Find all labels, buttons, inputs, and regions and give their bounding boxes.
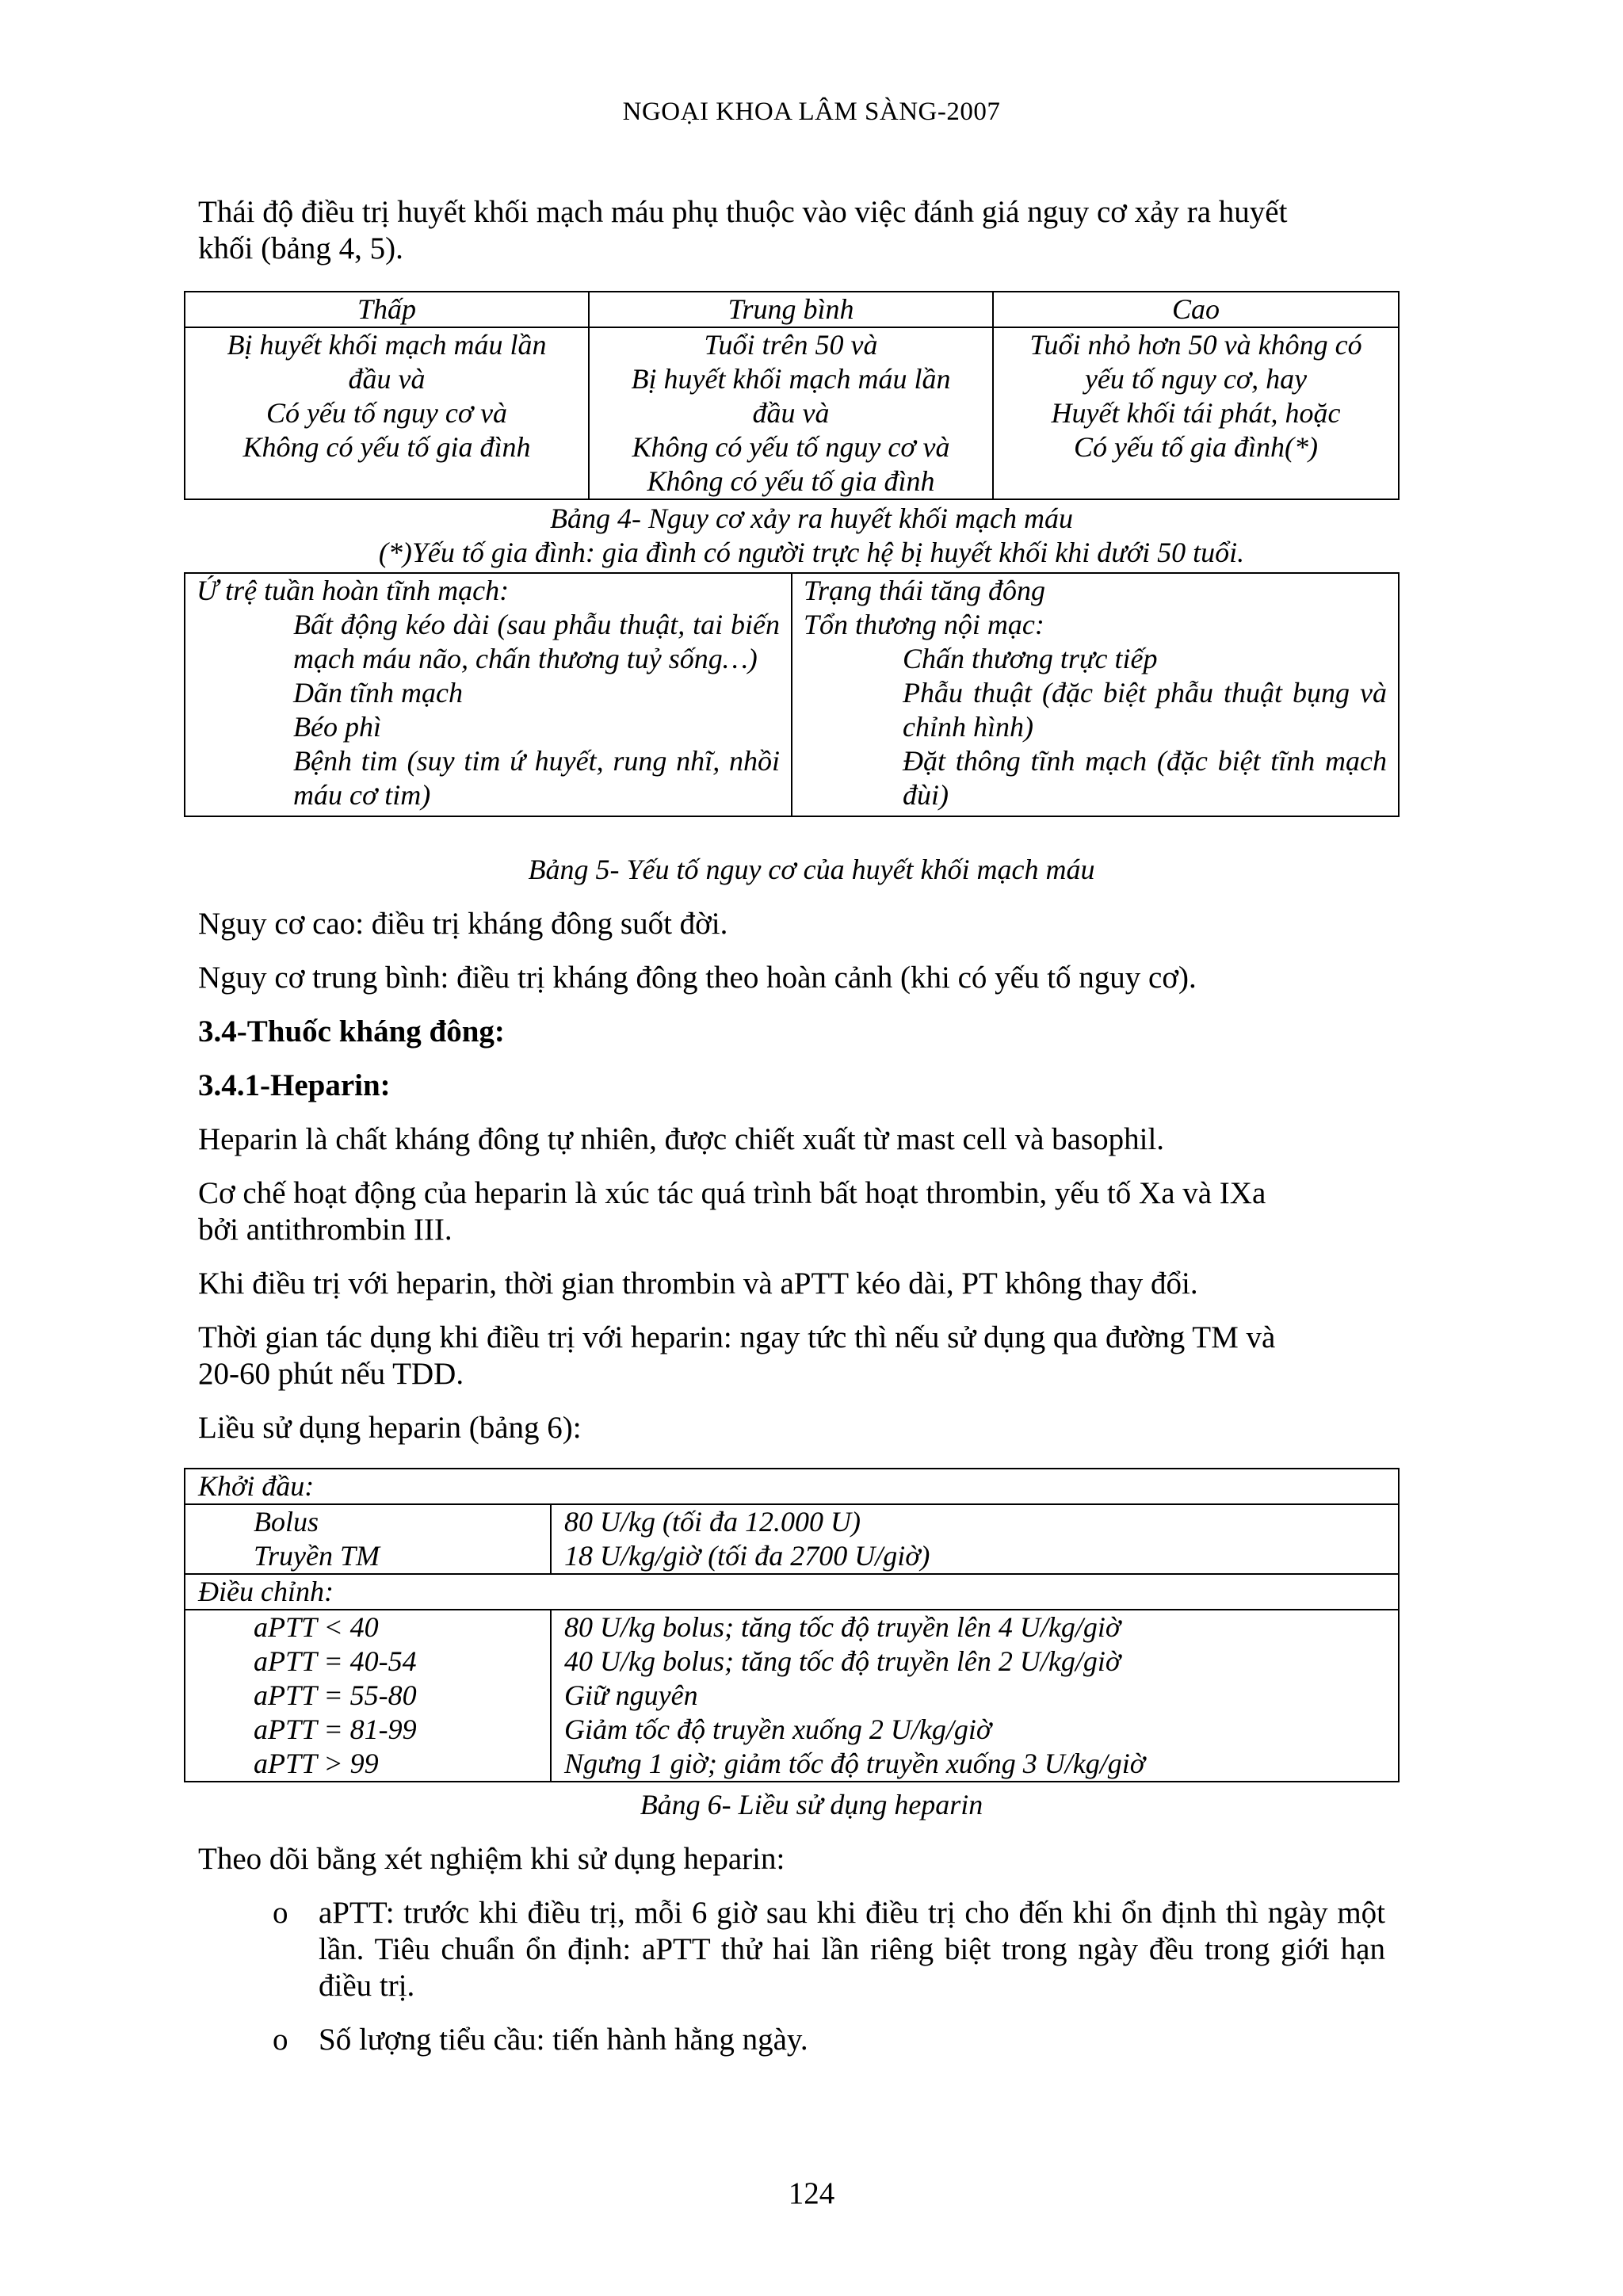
table4-note: (*)Yếu tố gia đình: gia đình có người trực hệ bị huyết khối khi dưới 50 tuổi.: [378, 537, 1245, 568]
t4-cell-low: [185, 327, 589, 499]
t4-low-line: Không có yếu tố gia đình: [242, 431, 531, 463]
para-line: Thời gian tác dụng khi điều trị với heparin: ngay tức thì nếu sử dụng qua đường TM và: [198, 1320, 1276, 1354]
t4-mid-line: Bị huyết khối mạch máu lần: [631, 363, 951, 395]
bullet-circle-icon: o: [273, 1896, 288, 1930]
table4-caption: Bảng 4- Nguy cơ xảy ra huyết khối mạch máu: [549, 502, 1074, 534]
monitoring-block: [198, 1841, 1385, 2076]
t4-high-line: Tuổi nhỏ hơn 50 và không có: [1029, 329, 1362, 361]
t4-header-low: Thấp: [185, 292, 589, 327]
t6-label: aPTT > 99: [254, 1748, 379, 1779]
t6-start-labels: [185, 1504, 551, 1574]
t4-mid-line: Không có yếu tố gia đình: [647, 465, 935, 497]
t5-left-item: Dãn tĩnh mạch: [293, 677, 463, 709]
main-text-block: [198, 906, 1385, 1464]
t4-cell-mid: [589, 327, 993, 499]
t6-adjust-title: Điều chỉnh:: [185, 1574, 1399, 1610]
list-item: [198, 2022, 1385, 2058]
para-monitoring: Theo dõi bằng xét nghiệm khi sử dụng heparin:: [198, 1842, 785, 1876]
t5-left-item: Bệnh tim (suy tim ứ huyết, rung nhĩ, nhồi máu cơ tim): [293, 745, 780, 811]
t6-label: Truyền TM: [254, 1540, 380, 1572]
t6-label: aPTT < 40: [254, 1611, 379, 1643]
t6-value: Ngưng 1 giờ; giảm tốc độ truyền xuống 3 U/kg/giờ: [564, 1748, 1145, 1779]
t4-mid-line: Tuổi trên 50 và: [704, 329, 878, 361]
section-heading-anticoagulants: 3.4-Thuốc kháng đông:: [198, 1014, 505, 1049]
t6-label: Bolus: [254, 1506, 319, 1538]
para-high-risk: Nguy cơ cao: điều trị kháng đông suốt đời.: [198, 907, 728, 941]
t5-left-item: Bất động kéo dài (sau phẫu thuật, tai biến mạch máu não, chấn thương tuỷ sống…): [293, 609, 780, 674]
t6-adjust-values: [551, 1610, 1399, 1782]
t5-right-cell: [792, 573, 1399, 816]
t6-value: 80 U/kg (tối đa 12.000 U): [564, 1506, 861, 1538]
heparin-dosage-table-6: [184, 1468, 1400, 1782]
t5-right-item: Chấn thương trực tiếp: [903, 643, 1158, 674]
t6-value: Giảm tốc độ truyền xuống 2 U/kg/giờ: [564, 1713, 992, 1745]
t4-high-line: Có yếu tố gia đình(*): [1074, 431, 1318, 463]
t6-adjust-labels: [185, 1610, 551, 1782]
monitoring-list: [198, 1895, 1385, 2058]
t6-value: Giữ nguyên: [564, 1679, 698, 1711]
intro-line-1: Thái độ điều trị huyết khối mạch máu phụ thuộc vào việc đánh giá nguy cơ xảy ra huyết: [198, 195, 1288, 229]
t4-mid-line: đầu và: [752, 397, 830, 429]
page-number: 124: [788, 2176, 835, 2210]
t6-value: 18 U/kg/giờ (tối đa 2700 U/giờ): [564, 1540, 930, 1572]
bullet-circle-icon: o: [273, 2023, 288, 2057]
para-heparin-onset: [198, 1320, 1385, 1392]
t6-label: aPTT = 55-80: [254, 1679, 417, 1711]
section-heading-heparin: 3.4.1-Heparin:: [198, 1068, 391, 1102]
t4-header-mid: Trung bình: [589, 292, 993, 327]
list-item-text: aPTT: trước khi điều trị, mỗi 6 giờ sau khi điều trị cho đến khi ổn định thì ngày một lần. Tiêu chuẩn ổn định: aPTT thử hai lần riêng biệt trong ngày đều trong giới hạn điều trị.: [319, 1896, 1385, 2003]
risk-factors-table-5: [184, 572, 1400, 817]
t5-right-title: Trạng thái tăng đông: [804, 575, 1046, 606]
t5-right-item: Đặt thông tĩnh mạch (đặc biệt tĩnh mạch đùi): [903, 745, 1387, 811]
t5-right-subtitle: Tổn thương nội mạc:: [804, 609, 1044, 640]
t6-start-title: Khởi đầu:: [185, 1469, 1399, 1504]
para-mid-risk: Nguy cơ trung bình: điều trị kháng đông theo hoàn cảnh (khi có yếu tố nguy cơ).: [198, 961, 1197, 995]
list-item: [198, 1895, 1385, 2004]
t4-high-line: yếu tố nguy cơ, hay: [1084, 363, 1308, 395]
t5-right-item: Phẫu thuật (đặc biệt phẫu thuật bụng và chỉnh hình): [903, 677, 1387, 743]
t5-left-item: Béo phì: [293, 711, 381, 743]
table5-caption: Bảng 5- Yếu tố nguy cơ của huyết khối mạch máu: [528, 854, 1095, 885]
para-heparin-tests: Khi điều trị với heparin, thời gian thrombin và aPTT kéo dài, PT không thay đổi.: [198, 1266, 1198, 1301]
t4-header-high: Cao: [993, 292, 1399, 327]
t6-label: aPTT = 40-54: [254, 1645, 417, 1677]
t4-low-line: đầu và: [348, 363, 426, 395]
intro-line-2: khối (bảng 4, 5).: [198, 231, 403, 266]
t6-value: 80 U/kg bolus; tăng tốc độ truyền lên 4 U/kg/giờ: [564, 1611, 1121, 1643]
para-line: bởi antithrombin III.: [198, 1213, 453, 1247]
t4-mid-line: Không có yếu tố nguy cơ và: [632, 431, 950, 463]
t4-high-line: Huyết khối tái phát, hoặc: [1051, 397, 1341, 429]
para-heparin-dosage-intro: Liều sử dụng heparin (bảng 6):: [198, 1411, 582, 1445]
t6-label: aPTT = 81-99: [254, 1713, 417, 1745]
t4-low-line: Có yếu tố nguy cơ và: [265, 397, 508, 429]
t5-left-title: Ứ trệ tuần hoàn tĩnh mạch:: [197, 575, 510, 606]
table6-caption: Bảng 6- Liều sử dụng heparin: [640, 1789, 983, 1820]
para-heparin-mechanism: [198, 1175, 1385, 1248]
t4-cell-high: [993, 327, 1399, 499]
t5-left-cell: [185, 573, 792, 816]
list-item-text: Số lượng tiểu cầu: tiến hành hằng ngày.: [319, 2023, 808, 2057]
risk-table-4: [184, 291, 1400, 500]
para-line: 20-60 phút nếu TDD.: [198, 1357, 464, 1391]
t6-start-values: [551, 1504, 1399, 1574]
running-header: NGOẠI KHOA LÂM SÀNG-2007: [622, 97, 1001, 126]
para-line: Cơ chế hoạt động của heparin là xúc tác quá trình bất hoạt thrombin, yếu tố Xa và IXa: [198, 1176, 1266, 1210]
t6-value: 40 U/kg bolus; tăng tốc độ truyền lên 2 U/kg/giờ: [564, 1645, 1121, 1677]
intro-block: [198, 194, 1385, 267]
para-heparin-origin: Heparin là chất kháng đông tự nhiên, được chiết xuất từ mast cell và basophil.: [198, 1122, 1165, 1156]
t4-low-line: Bị huyết khối mạch máu lần: [227, 329, 547, 361]
